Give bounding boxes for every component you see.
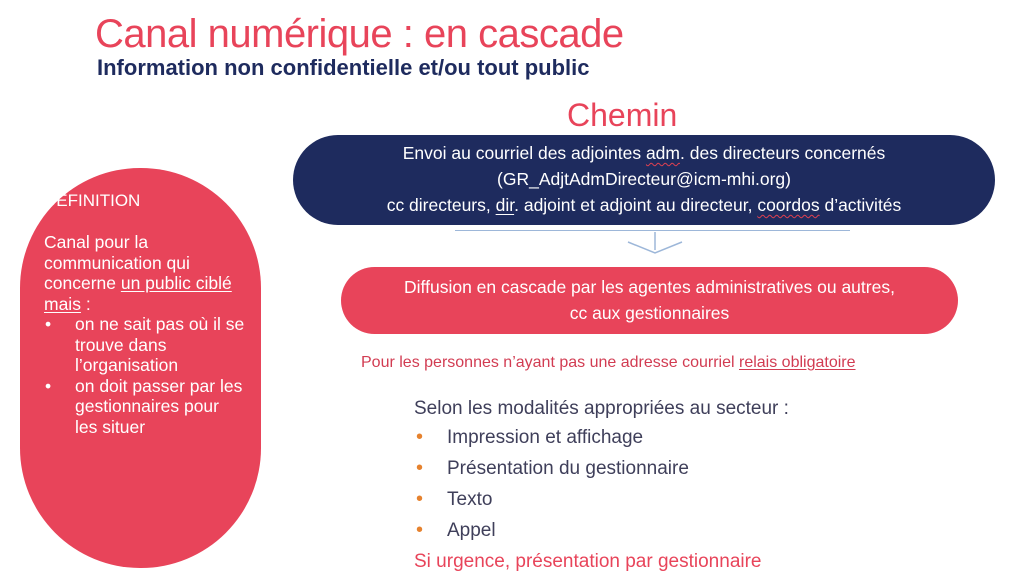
urgence-note: Si urgence, présentation par gestionnaire	[414, 551, 762, 572]
list-item: • Présentation du gestionnaire	[416, 457, 689, 479]
divider-line	[455, 230, 850, 231]
definition-panel	[20, 168, 261, 568]
relay-note: Pour les personnes n’ayant pas une adresse courriel relais obligatoire	[361, 354, 856, 371]
bullet-icon: •	[45, 314, 52, 334]
definition-list	[44, 314, 261, 437]
chemin-heading: Chemin	[567, 97, 678, 133]
bullet-icon: •	[416, 457, 424, 479]
step-email-box	[293, 135, 995, 225]
bullet-icon: •	[416, 426, 424, 448]
list-item: • Appel	[416, 519, 496, 541]
step-email-address: (GR_AdjtAdmDirecteur@icm-mhi.org)	[497, 169, 791, 189]
definition-title: DÉFINITION	[44, 191, 141, 210]
step-email-line-3: cc directeurs, dir. adjoint et adjoint au directeur, coordos d’activités	[386, 195, 902, 215]
step-diffusion-line-2: cc aux gestionnaires	[569, 303, 730, 323]
step-diffusion-line-1: Diffusion en cascade par les agentes administratives ou autres,	[404, 277, 895, 297]
list-item: • Impression et affichage	[416, 426, 644, 448]
bullet-icon: •	[45, 375, 52, 396]
page-title: Canal numérique : en cascade	[95, 12, 624, 56]
step-email-line-1: Envoi au courriel des adjointes adm. des directeurs concernés	[402, 143, 886, 163]
step-diffusion-box	[341, 267, 958, 334]
list-item: • Texto	[416, 488, 493, 510]
chevron-down-icon	[626, 232, 684, 254]
list-item: • on ne sait pas où il se trouve dans l’organisation	[45, 314, 245, 375]
definition-text: Canal pour la communication qui concerne un public ciblé mais :	[44, 232, 232, 314]
modalites-intro: Selon les modalités appropriées au secteur :	[414, 398, 789, 419]
bullet-icon: •	[416, 488, 424, 510]
page-subtitle: Information non confidentielle et/ou tout public	[97, 55, 590, 80]
modalites-list	[414, 426, 689, 550]
bullet-icon: •	[416, 519, 424, 541]
list-item: • on doit passer par les gestionnaires pour les situer	[45, 375, 243, 437]
